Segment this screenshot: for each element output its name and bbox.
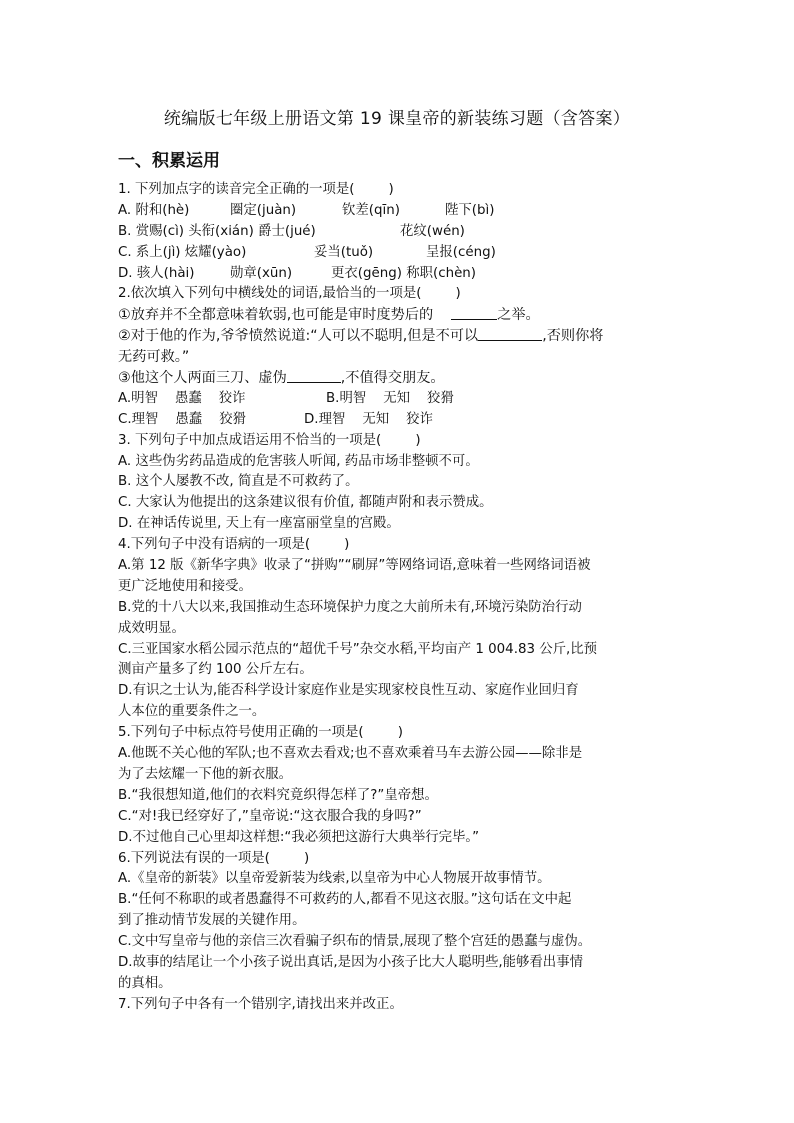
question-3-stem: 3. 下列句子中加点成语运用不恰当的一项是( ) [118,432,421,448]
question-6-stem: 6.下列说法有误的一项是( ) [118,850,310,866]
question-2-sentence-2: ②对于他的作为,爷爷愤然说道:“人可以不聪明,但是不可以 ,否则你将 [118,328,604,345]
question-3-option-d: D. 在神话传说里, 天上有一座富丽堂皇的宫殿。 [118,516,400,532]
question-list [118,180,678,1016]
document-title: 统编版七年级上册语文第 19 课皇帝的新装练习题（含答案） [163,109,631,129]
question-3-option-a: A. 这些伪劣药品造成的危害骇人听闻, 药品市场非整顿不可。 [118,453,479,469]
question-5-stem: 5.下列句子中标点符号使用正确的一项是( ) [118,725,403,741]
question-5-option-a: A.他既不关心他的军队;也不喜欢去看戏;也不喜欢乘着马车去游公园——除非是 [118,746,583,762]
question-4-stem: 4.下列句子中没有语病的一项是( ) [118,537,350,553]
question-2-options-cd: C.理智 愚蠢 狡猾 D.理智 无知 狡诈 [118,411,433,427]
question-4-option-d: D.有识之士认为,能否科学设计家庭作业是实现家校良性互动、家庭作业回归育 [118,683,579,699]
fill-blank [478,327,542,341]
fill-blank [287,369,341,383]
question-6-option-d: D.故事的结尾让一个小孩子说出真话,是因为小孩子比大人聪明些,能够看出事情 [118,954,583,970]
question-2-sentence-2-cont: 无药可救。” [118,349,190,366]
question-4-option-b: B.党的十八大以来,我国推动生态环境保护力度之大前所未有,环境污染防治行动 [118,599,582,615]
question-6-option-b-cont: 到了推动情节发展的关键作用。 [118,913,306,929]
question-1-option-a: A. 附和(hè) 圈定(juàn) 钦差(qīn) 陛下(bì) [118,202,495,218]
question-4-option-c: C.三亚国家水稻公园示范点的“超优千号”杂交水稻,平均亩产 1 004.83 公斤,比预 [118,641,598,657]
question-6-option-c: C.文中写皇帝与他的亲信三次看骗子织布的情景,展现了整个宫廷的愚蠢与虚伪。 [118,934,592,950]
question-4-option-a-cont: 更广泛地使用和接受。 [118,578,252,594]
question-1-option-b: B. 赏赐(cì) 头衔(xián) 爵士(jué) 花纹(wén) [118,223,465,239]
question-6-option-b: B.“任何不称职的或者愚蠢得不可救药的人,都看不见这衣服。”这句话在文中起 [118,892,572,908]
question-6-option-a: A.《皇帝的新装》以皇帝爱新装为线索,以皇帝为中心人物展开故事情节。 [118,871,551,887]
question-5-option-b: B.“我很想知道,他们的衣料究竟织得怎样了?”皇帝想。 [118,787,438,803]
question-4-option-d-cont: 人本位的重要条件之一。 [118,704,266,720]
question-1-option-d: D. 骇人(hài) 勋章(xūn) 更衣(gēng) 称职(chèn) [118,265,477,281]
question-4-option-c-cont: 测亩产量多了约 100 公斤左右。 [118,662,313,678]
question-5-option-c: C.“对!我已经穿好了,”皇帝说:“这衣服合我的身吗?” [118,808,422,824]
question-3-option-b: B. 这个人屡教不改, 简直是不可救药了。 [118,474,359,490]
question-2-options-ab: A.明智 愚蠢 狡诈 B.明智 无知 狡猾 [118,390,454,406]
question-5-option-d: D.不过他自己心里却这样想:“我必须把这游行大典举行完毕。” [118,829,480,845]
question-2-sentence-3: ③他这个人两面三刀、虚伪 ,不值得交朋友。 [118,370,445,387]
fill-blank [451,306,497,320]
section-heading: 一、积累运用 [118,151,220,171]
question-4-option-b-cont: 成效明显。 [118,620,185,636]
question-2-stem: 2.依次填入下列句中横线处的词语,最恰当的一项是( ) [118,286,461,302]
question-3-option-c: C. 大家认为他提出的这条建议很有价值, 都随声附和表示赞成。 [118,495,493,511]
question-7-stem: 7.下列句子中各有一个错别字,请找出来并改正。 [118,996,403,1012]
question-1-option-c: C. 系上(jì) 炫耀(yào) 妥当(tuǒ) 呈报(céng) [118,244,496,260]
question-5-option-a-cont: 为了去炫耀一下他的新衣服。 [118,766,293,782]
question-2-sentence-1: ①放弃并不全都意味着软弱,也可能是审时度势后的 之举。 [118,307,540,324]
question-1-stem: 1. 下列加点字的读音完全正确的一项是( ) [118,182,394,197]
question-6-option-d-cont: 的真相。 [118,975,172,991]
question-4-option-a: A.第 12 版《新华字典》收录了“拼购”“刷屏”等网络词语,意味着一些网络词语被 [118,558,591,574]
